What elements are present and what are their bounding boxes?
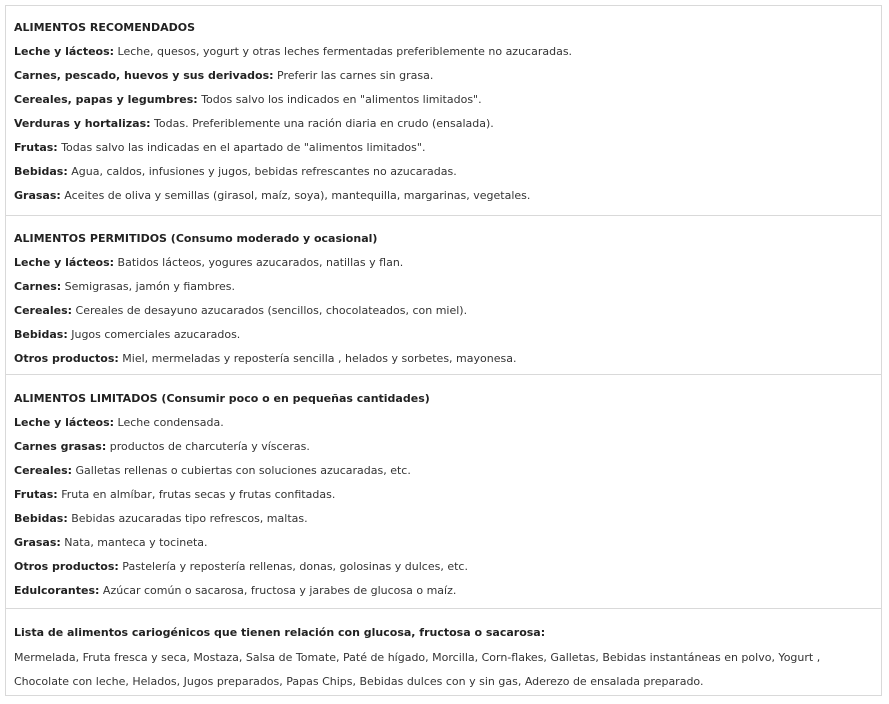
item-label: Cereales: bbox=[14, 304, 73, 317]
item-text: Bebidas azucaradas tipo refrescos, maltas. bbox=[67, 512, 308, 525]
list-item bbox=[14, 117, 494, 130]
item-label: Bebidas: bbox=[14, 328, 68, 341]
item-text: Todas salvo las indicadas en el apartado de "alimentos limitados". bbox=[57, 141, 426, 154]
list-item bbox=[14, 69, 433, 82]
food-table bbox=[5, 5, 882, 696]
item-text: Miel, mermeladas y repostería sencilla , helados y sorbetes, mayonesa. bbox=[118, 352, 517, 365]
section-recomendados bbox=[6, 6, 881, 216]
list-item bbox=[14, 304, 467, 317]
list-item bbox=[14, 512, 308, 525]
section-heading: ALIMENTOS PERMITIDOS (Consumo moderado y ocasional) bbox=[14, 232, 378, 245]
item-text: Galletas rellenas o cubiertas con soluciones azucaradas, etc. bbox=[72, 464, 411, 477]
item-text: Fruta en almíbar, frutas secas y frutas confitadas. bbox=[57, 488, 336, 501]
section-heading: ALIMENTOS RECOMENDADOS bbox=[14, 21, 196, 34]
item-label: Frutas: bbox=[14, 488, 58, 501]
list-item bbox=[14, 352, 516, 365]
list-item bbox=[14, 141, 425, 154]
item-label: Leche y lácteos: bbox=[14, 45, 115, 58]
item-text: Preferir las carnes sin grasa. bbox=[273, 69, 434, 82]
item-label: Leche y lácteos: bbox=[14, 256, 115, 269]
item-text: Leche condensada. bbox=[114, 416, 224, 429]
item-text: Jugos comerciales azucarados. bbox=[67, 328, 241, 341]
item-text: Batidos lácteos, yogures azucarados, natillas y flan. bbox=[114, 256, 404, 269]
list-item bbox=[14, 328, 240, 341]
item-label: Grasas: bbox=[14, 189, 61, 202]
food-list-line: Mermelada, Fruta fresca y seca, Mostaza, Salsa de Tomate, Paté de hígado, Morcilla, Corn-flakes, Galletas, Bebidas instantáneas en polvo, Yogurt , bbox=[14, 651, 821, 664]
list-item bbox=[14, 488, 335, 501]
list-item bbox=[14, 536, 208, 549]
item-text: Leche, quesos, yogurt y otras leches fermentadas preferiblemente no azucaradas. bbox=[114, 45, 573, 58]
item-text: Todas. Preferiblemente una ración diaria en crudo (ensalada). bbox=[150, 117, 494, 130]
item-label: Bebidas: bbox=[14, 512, 68, 525]
item-label: Leche y lácteos: bbox=[14, 416, 115, 429]
item-text: Agua, caldos, infusiones y jugos, bebidas refrescantes no azucaradas. bbox=[67, 165, 457, 178]
item-text: Azúcar común o sacarosa, fructosa y jarabes de glucosa o maíz. bbox=[99, 584, 457, 597]
item-text: Aceites de oliva y semillas (girasol, maíz, soya), mantequilla, margarinas, vegetales. bbox=[60, 189, 531, 202]
item-label: Verduras y hortalizas: bbox=[14, 117, 151, 130]
list-item bbox=[14, 440, 310, 453]
item-label: Cereales, papas y legumbres: bbox=[14, 93, 198, 106]
item-label: Otros productos: bbox=[14, 560, 119, 573]
item-label: Otros productos: bbox=[14, 352, 119, 365]
item-text: Cereales de desayuno azucarados (sencillos, chocolateados, con miel). bbox=[72, 304, 468, 317]
item-label: Carnes, pescado, huevos y sus derivados: bbox=[14, 69, 274, 82]
list-item bbox=[14, 45, 572, 58]
section-permitidos bbox=[6, 216, 881, 375]
item-text: Nata, manteca y tocineta. bbox=[60, 536, 208, 549]
section-heading: ALIMENTOS LIMITADOS (Consumir poco o en pequeñas cantidades) bbox=[14, 392, 430, 405]
item-label: Edulcorantes: bbox=[14, 584, 100, 597]
list-item bbox=[14, 280, 235, 293]
list-item bbox=[14, 584, 456, 597]
section-limitados bbox=[6, 375, 881, 609]
item-text: Semigrasas, jamón y fiambres. bbox=[61, 280, 235, 293]
list-item bbox=[14, 464, 411, 477]
item-label: Carnes: bbox=[14, 280, 62, 293]
list-item bbox=[14, 416, 224, 429]
list-item bbox=[14, 256, 403, 269]
item-label: Frutas: bbox=[14, 141, 58, 154]
item-label: Cereales: bbox=[14, 464, 73, 477]
section-cariogenicos bbox=[6, 609, 881, 697]
item-label: Grasas: bbox=[14, 536, 61, 549]
item-label: Carnes grasas: bbox=[14, 440, 107, 453]
item-text: Pastelería y repostería rellenas, donas, golosinas y dulces, etc. bbox=[118, 560, 468, 573]
list-item bbox=[14, 560, 468, 573]
item-text: Todos salvo los indicados en "alimentos limitados". bbox=[197, 93, 482, 106]
item-label: Bebidas: bbox=[14, 165, 68, 178]
item-text: productos de charcutería y vísceras. bbox=[106, 440, 310, 453]
food-list-line: Chocolate con leche, Helados, Jugos preparados, Papas Chips, Bebidas dulces con y sin gas, Aderezo de ensalada preparado. bbox=[14, 675, 704, 688]
list-item bbox=[14, 165, 457, 178]
list-item bbox=[14, 93, 482, 106]
section-heading: Lista de alimentos cariogénicos que tienen relación con glucosa, fructosa o sacarosa: bbox=[14, 626, 546, 639]
list-item bbox=[14, 189, 530, 202]
